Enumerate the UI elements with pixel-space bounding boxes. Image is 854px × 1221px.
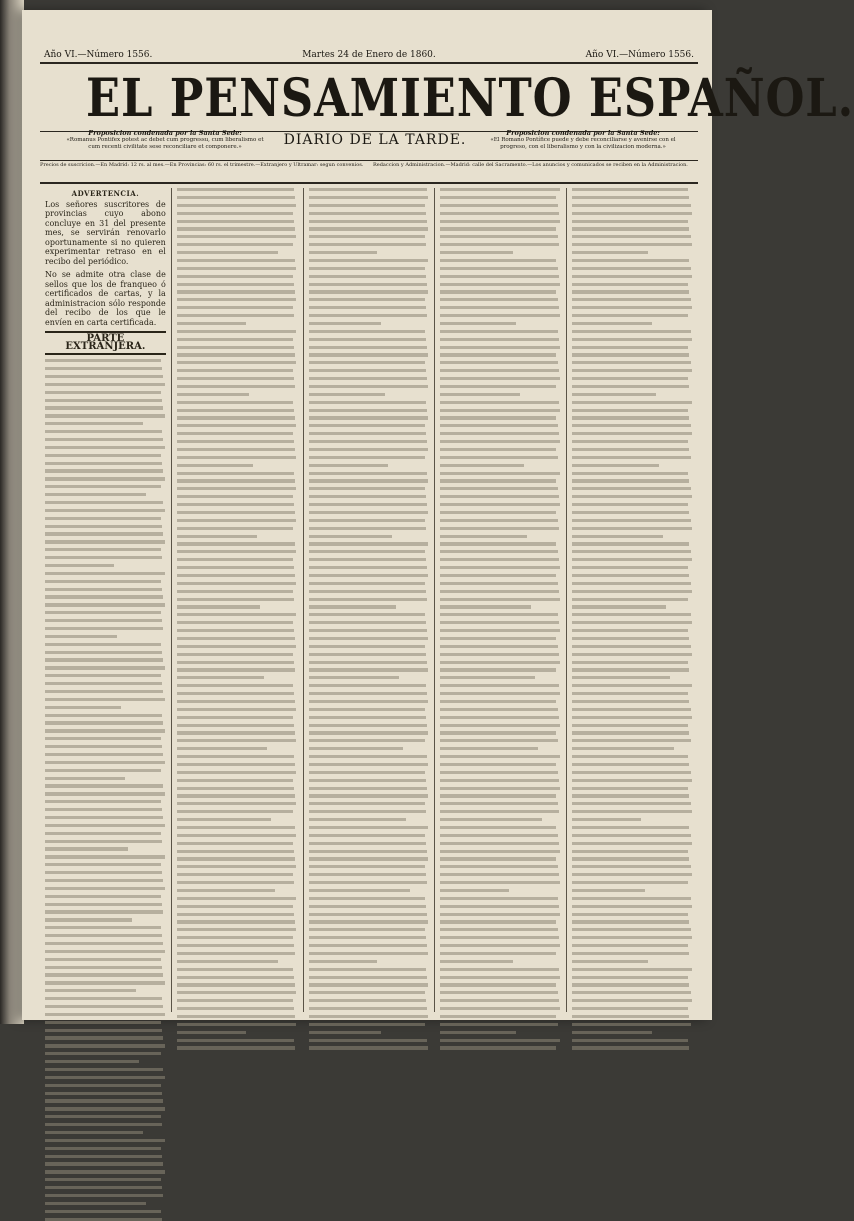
subscription-office: Redaccion y Administracion.—Madrid: calle del Sacramento.—Los anuncios y comunicados se reciben en la Administracion. — [373, 162, 688, 168]
note-left-text: «Romanus Pontifex potest ac debet cum progressu, cum liberalismo et cum recenti civilitate sese reconciliare et componere.» — [66, 137, 264, 150]
subscription-info — [40, 162, 698, 182]
condemned-proposition-latin — [60, 130, 270, 151]
parte-extranjera-heading: PARTE EXTRANJERA. — [45, 331, 166, 355]
issue-number-right: Año VI.—Número 1556. — [585, 50, 694, 60]
note-left-heading: Proposicion condenada por la Santa Sede: — [88, 129, 242, 137]
newspaper-page — [22, 10, 854, 1020]
book-binding-edge — [0, 0, 24, 1024]
column-5 — [567, 188, 698, 1012]
column-1-body — [45, 359, 166, 1221]
note-right-text: «El Romano Pontífice puede y debe reconciliarse y avenirse con el progreso, con el liberalismo y con la civilizacion moderna.» — [490, 137, 676, 150]
advertencia-text: Los señores suscritores de provincias cuyo abono concluye en 31 del presente mes, se servirán renovarlo oportunamente si no quieren experimentar retraso en el recibo del periódico. — [45, 199, 166, 266]
column-3-body — [309, 188, 430, 1050]
column-4 — [435, 188, 567, 1012]
column-4-body — [440, 188, 561, 1050]
column-2 — [172, 188, 304, 1012]
advertencia-note: No se admite otra clase de sellos que los de franqueo ó certificados de cartas, y la administracion sólo responde del recibo de los que le envíen en carta certificada. — [45, 270, 166, 327]
masthead-rule-bottom — [40, 182, 698, 184]
condemned-proposition-spanish — [478, 130, 688, 151]
newspaper-title: EL PENSAMIENTO ESPAÑOL. — [86, 68, 854, 129]
newspaper-subtitle: DIARIO DE LA TARDE. — [283, 132, 467, 148]
advertencia-heading: ADVERTENCIA. — [71, 189, 140, 198]
note-right-heading: Proposicion condenada por la Santa Sede: — [506, 129, 660, 137]
masthead-topline — [44, 50, 694, 60]
column-5-body — [572, 188, 693, 1050]
column-1 — [40, 188, 172, 1012]
article-columns — [40, 188, 698, 1012]
issue-date: Martes 24 de Enero de 1860. — [302, 50, 436, 60]
issue-number-left: Año VI.—Número 1556. — [44, 50, 153, 60]
masthead-rule-top — [40, 62, 698, 64]
subscription-prices: Precios de suscricion.—En Madrid: 12 rs. al mes.—En Provincias: 60 rs. el trimestre.—Extranjero y Ultramar: segun convenios. — [40, 162, 364, 168]
masthead-rule-sub — [40, 160, 698, 161]
column-2-body — [177, 188, 298, 1050]
column-3 — [304, 188, 436, 1012]
